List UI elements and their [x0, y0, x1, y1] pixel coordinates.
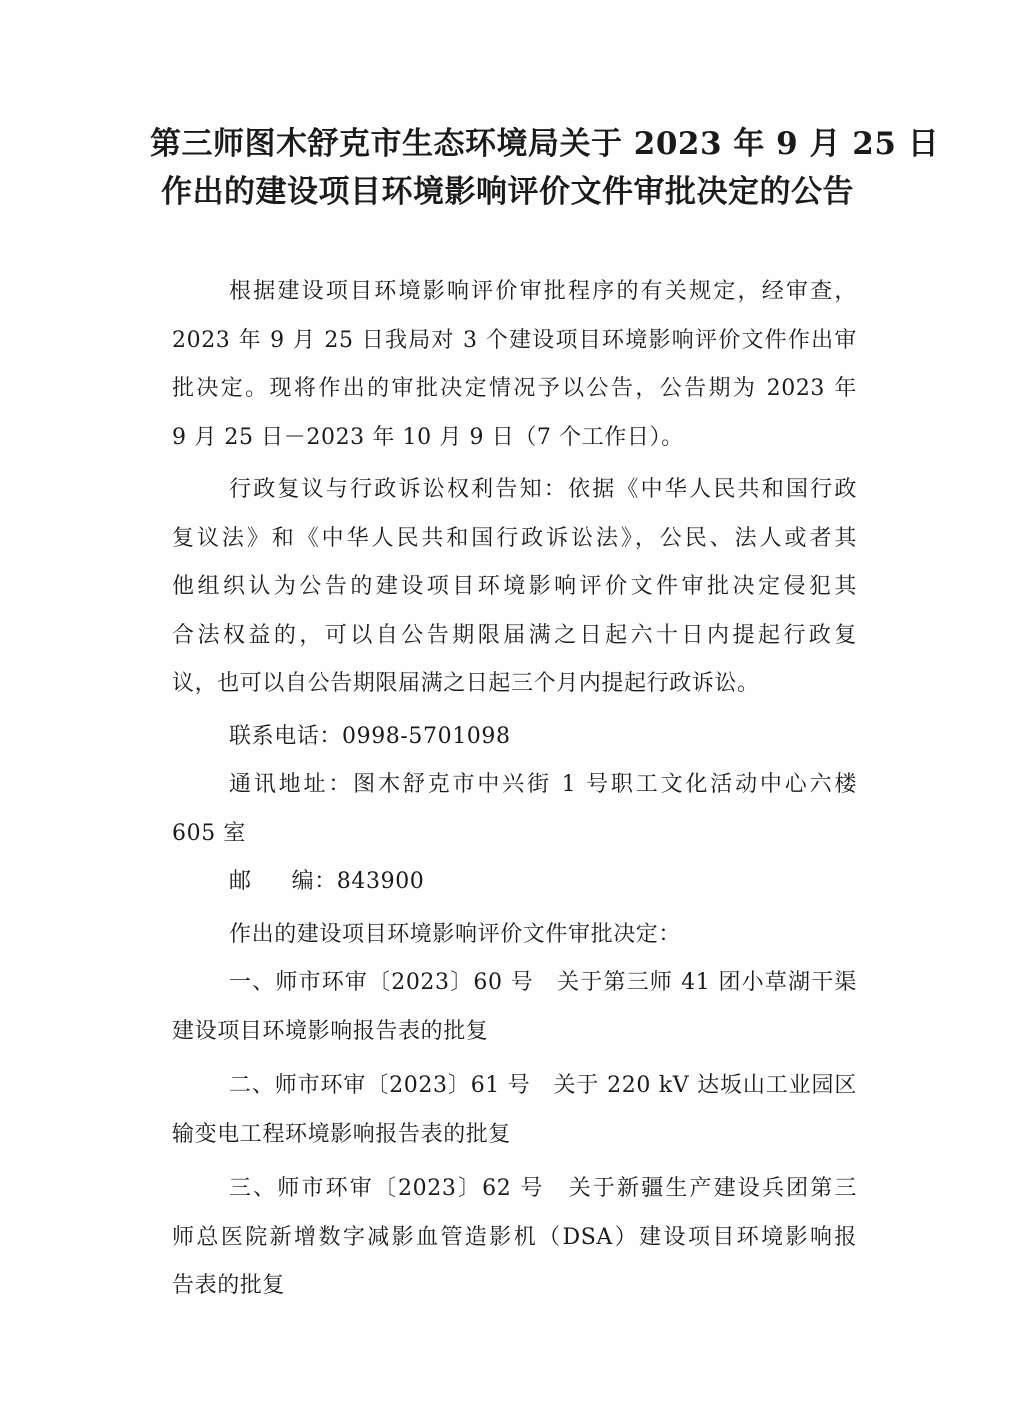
decision-2-line-2: 输变电工程环境影响报告表的批复 — [172, 1121, 512, 1147]
decision-item-2 — [172, 1062, 857, 1159]
contact-block — [172, 713, 857, 907]
intro-paragraph — [172, 268, 857, 462]
decision-1-line-1: 一、师市环审〔2023〕60 号 关于第三师 41 团小草湖干渠 — [229, 970, 857, 995]
title-line-2: 作出的建设项目环境影响评价文件审批决定的公告 — [161, 174, 854, 210]
contact-address-line-2: 605 室 — [172, 820, 246, 846]
decision-3-line-1: 三、师市环审〔2023〕62 号 关于新疆生产建设兵团第三 — [229, 1176, 857, 1201]
decisions-heading: 作出的建设项目环境影响评价文件审批决定： — [229, 921, 682, 947]
decision-item-3 — [172, 1165, 857, 1311]
decisions-section — [172, 911, 857, 1311]
contact-address-line-1: 通讯地址：图木舒克市中兴街 1 号职工文化活动中心六楼 — [229, 772, 857, 797]
intro-line-3: 批决定。现将作出的审批决定情况予以公告，公告期为 2023 年 — [172, 376, 857, 401]
contact-phone: 联系电话：0998-5701098 — [229, 723, 511, 749]
rights-line-3: 他组织认为公告的建设项目环境影响评价文件审批决定侵犯其 — [172, 574, 857, 599]
decision-3-line-3: 告表的批复 — [172, 1273, 286, 1298]
postcode-label-part2: 编：843900 — [291, 869, 425, 894]
decision-3-line-2: 师总医院新增数字减影血管造影机（DSA）建设项目环境影响报 — [172, 1224, 857, 1250]
postcode-label-part1: 邮 — [229, 869, 252, 894]
intro-line-4: 9 月 25 日－2023 年 10 月 9 日（7 个工作日）。 — [172, 424, 684, 450]
document-title — [150, 120, 940, 216]
decision-1-line-2: 建设项目环境影响报告表的批复 — [172, 1018, 489, 1044]
intro-line-2: 2023 年 9 月 25 日我局对 3 个建设项目环境影响评价文件作出审 — [172, 327, 857, 353]
rights-line-2: 复议法》和《中华人民共和国行政诉讼法》，公民、法人或者其 — [172, 525, 857, 551]
rights-paragraph — [172, 466, 857, 709]
decision-2-line-1: 二、师市环审〔2023〕61 号 关于 220 kV 达坂山工业园区 — [229, 1073, 857, 1098]
intro-line-1: 根据建设项目环境影响评价审批程序的有关规定，经审查， — [229, 279, 857, 304]
rights-line-5: 议，也可以自公告期限届满之日起三个月内提起行政诉讼。 — [172, 671, 760, 696]
document-body — [172, 268, 857, 1311]
rights-line-4: 合法权益的，可以自公告期限届满之日起六十日内提起行政复 — [172, 622, 857, 648]
decision-item-1 — [172, 959, 857, 1056]
contact-postcode — [172, 858, 857, 907]
title-line-1: 第三师图木舒克市生态环境局关于 2023 年 9 月 25 日 — [150, 126, 940, 162]
rights-line-1: 行政复议与行政诉讼权利告知：依据《中华人民共和国行政 — [229, 477, 857, 502]
